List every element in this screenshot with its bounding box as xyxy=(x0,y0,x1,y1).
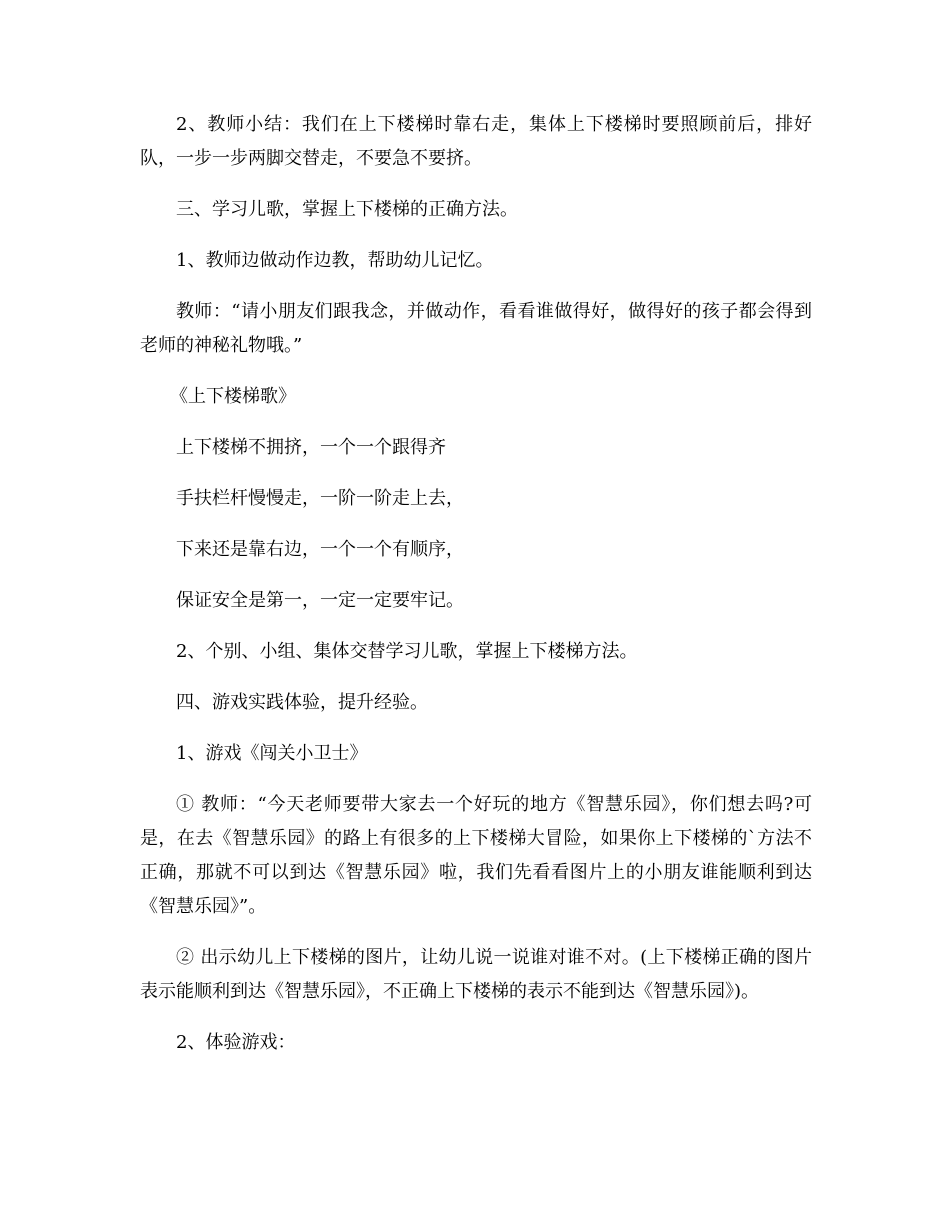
paragraph-teacher-summary: 2、教师小结：我们在上下楼梯时靠右走，集体上下楼梯时要照顾前后，排好队，一步一步两脚交替走，不要急不要挤。 xyxy=(140,114,812,169)
document-body xyxy=(140,108,812,1077)
paragraph-section-three-heading: 三、学习儿歌，掌握上下楼梯的正确方法。 xyxy=(176,199,518,220)
paragraph-teacher-quote: 教师：“请小朋友们跟我念，并做动作，看看谁做得好，做得好的孩子都会得到老师的神秘礼物哦。” xyxy=(140,301,812,356)
song-line-3: 下来还是靠右边，一个一个有顺序， xyxy=(176,539,464,560)
paragraph-show-pictures: ② 出示幼儿上下楼梯的图片，让幼儿说一说谁对谁不对。(上下楼梯正确的图片表示能顺利到达《智慧乐园》，不正确上下楼梯的表示不能到达《智慧乐园》)。 xyxy=(140,947,812,1002)
paragraph-step-one: 1、教师边做动作边教，帮助幼儿记忆。 xyxy=(176,250,494,271)
paragraph-game-title: 1、游戏《闯关小卫士》 xyxy=(176,743,368,764)
paragraph-section-four-heading: 四、游戏实践体验，提升经验。 xyxy=(176,692,428,713)
paragraph-step-two: 2、个别、小组、集体交替学习儿歌，掌握上下楼梯方法。 xyxy=(176,641,638,662)
song-line-2: 手扶栏杆慢慢走，一阶一阶走上去， xyxy=(176,488,464,509)
song-line-1: 上下楼梯不拥挤，一个一个跟得齐 xyxy=(176,437,446,458)
paragraph-experience-game: 2、体验游戏： xyxy=(176,1032,296,1053)
paragraph-game-intro: ① 教师：“今天老师要带大家去一个好玩的地方《智慧乐园》，你们想去吗?可是，在去《智慧乐园》的路上有很多的上下楼梯大冒险，如果你上下楼梯的`方法不正确，那就不可以到达《智慧乐园》啦，我们先看看图片上的小朋友谁能顺利到达《智慧乐园》”。 xyxy=(140,794,812,917)
song-line-4: 保证安全是第一，一定一定要牢记。 xyxy=(176,590,464,611)
song-title: 《上下楼梯歌》 xyxy=(170,386,296,407)
